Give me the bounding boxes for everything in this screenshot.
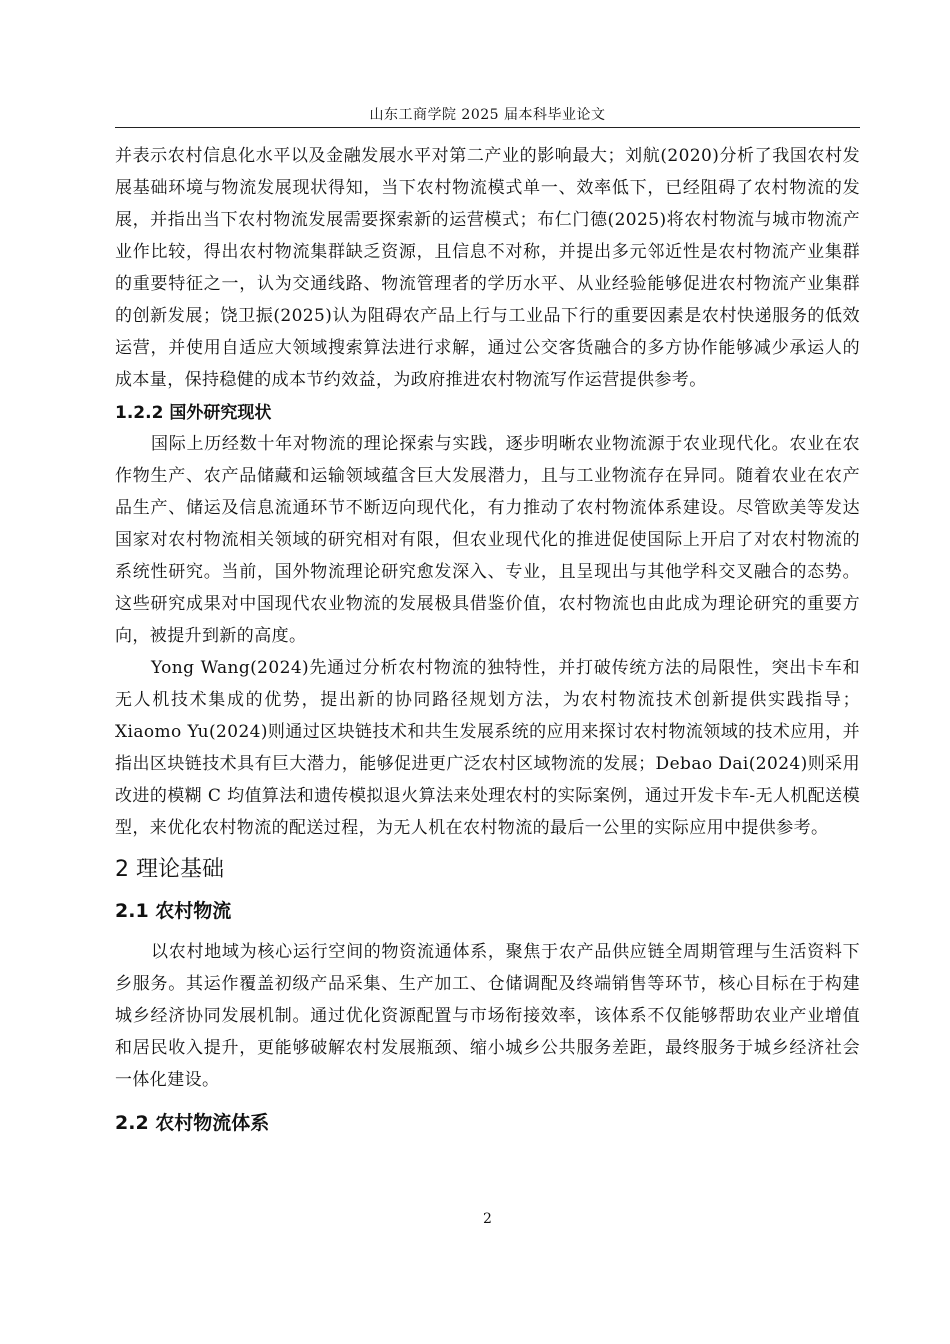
page-number: 2: [483, 1211, 492, 1227]
heading-2-1: 2.1 农村物流: [115, 900, 232, 922]
header-divider: [115, 127, 860, 128]
paragraph-domestic-research: 并表示农村信息化水平以及金融发展水平对第二产业的影响最大；刘航(2020)分析了我国农村发展基础环境与物流发展现状得知，当下农村物流模式单一、效率低下，已经阻碍了农村物流的发展，并指出当下农村物流发展需要探索新的运营模式；布仁门德(2025)将农村物流与城市物流产业作比较，得出农村物流集群缺乏资源，且信息不对称，并提出多元邻近性是农村物流产业集群的重要特征之一，认为交通线路、物流管理者的学历水平、从业经验能够促进农村物流产业集群的创新发展；饶卫振(2025)认为阻碍农产品上行与工业品下行的重要因素是农村快递服务的低效运营，并使用自适应大领域搜索算法进行求解，通过公交客货融合的多方协作能够减少承运人的成本量，保持稳健的成本节约效益，为政府推进农村物流写作运营提供参考。: [115, 146, 860, 390]
paragraph-rural-logistics: 以农村地域为核心运行空间的物资流通体系，聚焦于农产品供应链全周期管理与生活资料下乡服务。其运作覆盖初级产品采集、生产加工、仓储调配及终端销售等环节，核心目标在于构建城乡经济协同发展机制。通过优化资源配置与市场衔接效率，该体系不仅能够帮助农业产业增值和居民收入提升，更能够破解农村发展瓶颈、缩小城乡公共服务差距，最终服务于城乡经济社会一体化建设。: [115, 942, 860, 1090]
page-header: 山东工商学院 2025 届本科毕业论文: [369, 107, 606, 123]
heading-1-2-2: 1.2.2 国外研究现状: [115, 403, 272, 423]
document-body: [115, 140, 860, 1148]
paragraph-foreign-research-2: Yong Wang(2024)先通过分析农村物流的独特性，并打破传统方法的局限性，突出卡车和无人机技术集成的优势，提出新的协同路径规划方法，为农村物流技术创新提供实践指导；Xiaomo Yu(2024)则通过区块链技术和共生发展系统的应用来探讨农村物流领域的技术应用，并指出区块链技术具有巨大潜力，能够促进更广泛农村区域物流的发展；Debao Dai(2024)则采用改进的模糊 C 均值算法和遗传模拟退火算法来处理农村的实际案例，通过开发卡车-无人机配送模型，来优化农村物流的配送过程，为无人机在农村物流的最后一公里的实际应用中提供参考。: [115, 658, 860, 838]
paragraph-foreign-research-1: 国际上历经数十年对物流的理论探索与实践，逐步明晰农业物流源于农业现代化。农业在农作物生产、农产品储藏和运输领域蕴含巨大发展潜力，且与工业物流存在异同。随着农业在农产品生产、储运及信息流通环节不断迈向现代化，有力推动了农村物流体系建设。尽管欧美等发达国家对农村物流相关领域的研究相对有限，但农业现代化的推进促使国际上开启了对农村物流的系统性研究。当前，国外物流理论研究愈发深入、专业，且呈现出与其他学科交叉融合的态势。这些研究成果对中国现代农业物流的发展极具借鉴价值，农村物流也由此成为理论研究的重要方向，被提升到新的高度。: [115, 434, 860, 646]
heading-2-2: 2.2 农村物流体系: [115, 1112, 270, 1134]
heading-chapter-2: 2 理论基础: [115, 857, 224, 882]
